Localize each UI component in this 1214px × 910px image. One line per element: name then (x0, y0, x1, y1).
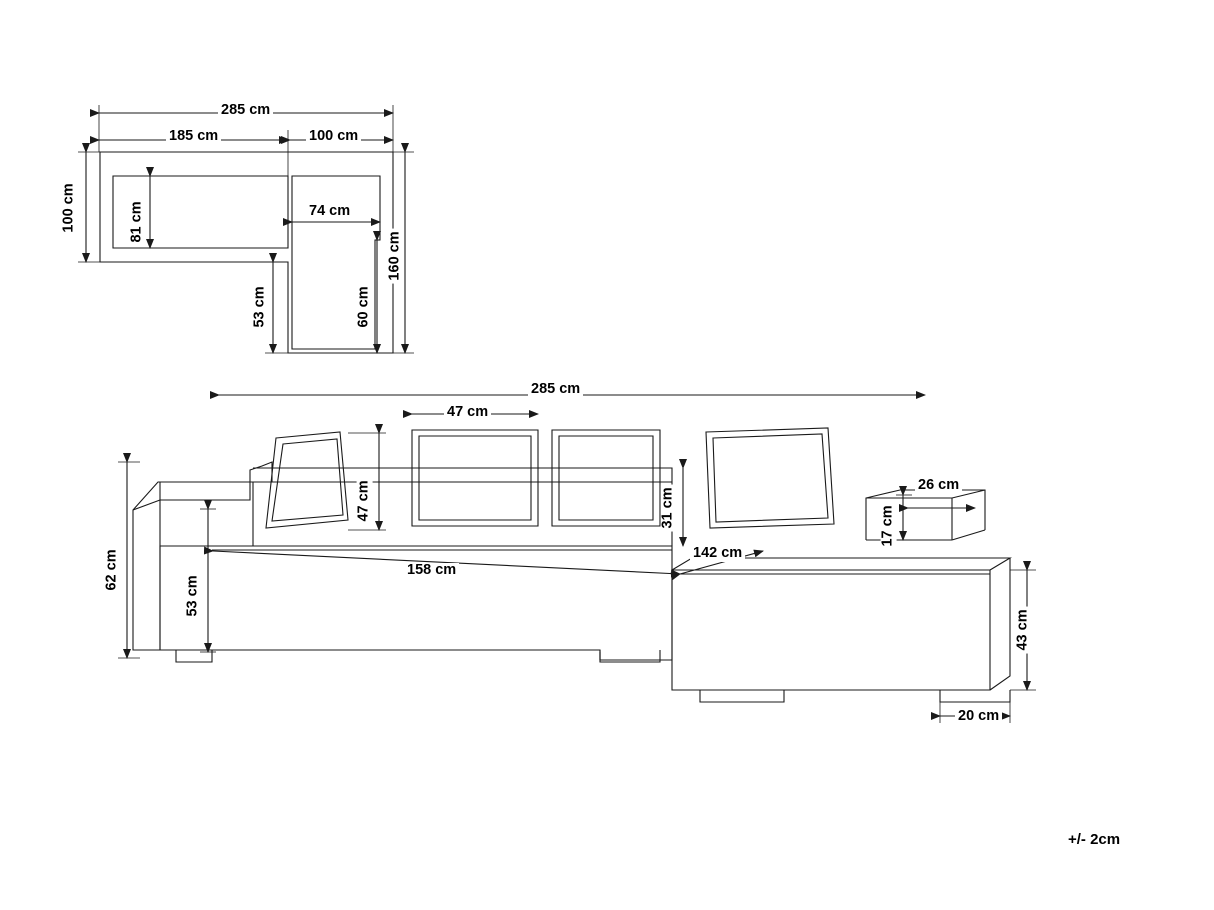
dimension-label-top-right-width: 100 cm (306, 129, 361, 145)
dimension-label-top-total-width: 285 cm (218, 103, 273, 119)
front-view-cushions (266, 428, 834, 528)
dimension-label-chaise-length: 142 cm (690, 546, 745, 562)
dimension-label-foot-width: 20 cm (955, 709, 1002, 725)
dimension-label-top-depth: 100 cm (62, 180, 78, 235)
dimension-label-cushion-width: 47 cm (444, 405, 491, 421)
dimension-label-top-chaise-seat-depth: 60 cm (357, 283, 373, 330)
dimension-label-seat-height: 53 cm (186, 572, 202, 619)
dimension-label-seat-width: 158 cm (404, 563, 459, 579)
top-view-outline (100, 152, 393, 353)
dimension-label-armrest-width: 26 cm (915, 478, 962, 494)
dimension-label-total-height: 62 cm (105, 546, 121, 593)
dimension-label-armrest-height: 17 cm (881, 502, 897, 549)
front-view-outline (133, 462, 1010, 702)
dimension-label-top-chaise-depth: 53 cm (253, 283, 269, 330)
dimension-label-front-total-width: 285 cm (528, 382, 583, 398)
dimension-label-top-seat-depth: 81 cm (130, 198, 146, 245)
tolerance-note: +/- 2cm (1068, 831, 1121, 848)
dimension-label-top-left-width: 185 cm (166, 129, 221, 145)
dimension-label-chaise-height: 43 cm (1016, 606, 1032, 653)
dimension-label-top-seat-width: 74 cm (306, 204, 353, 220)
front-view-dimension-lines (118, 395, 1036, 723)
dimension-label-backrest-height: 31 cm (661, 484, 677, 531)
dimension-label-cushion-height: 47 cm (357, 477, 373, 524)
dimension-label-top-total-depth: 160 cm (388, 228, 404, 283)
